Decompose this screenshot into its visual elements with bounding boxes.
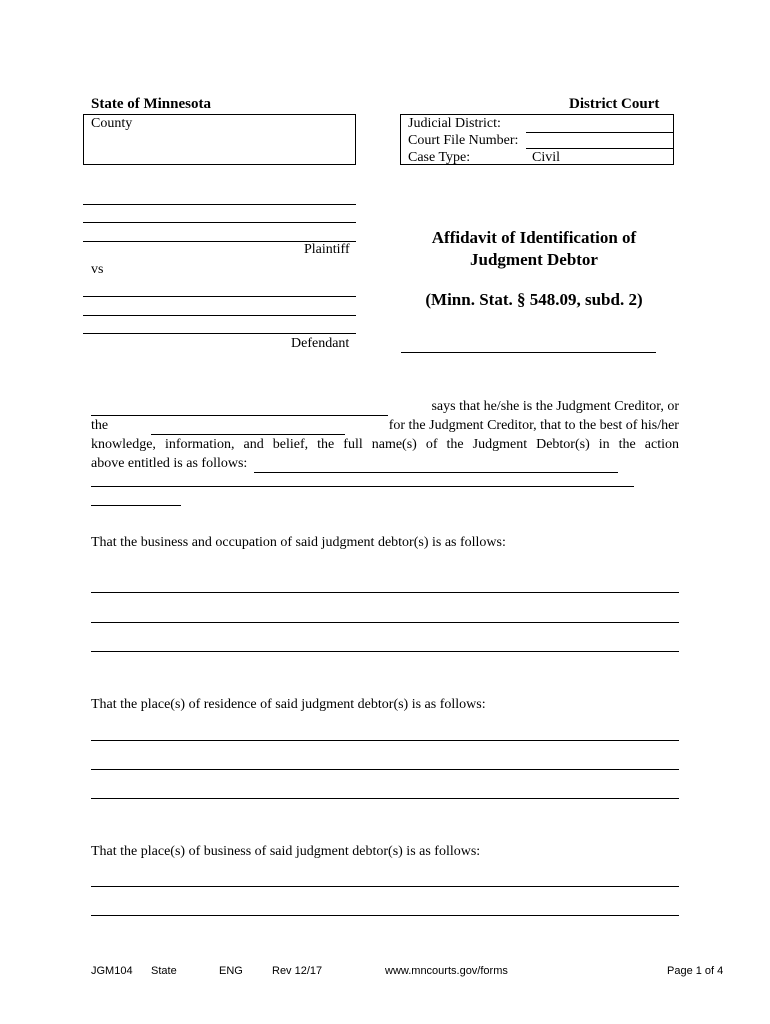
defendant-name-line[interactable]: [83, 333, 356, 334]
residence-line[interactable]: [91, 769, 679, 770]
affiant-text-3: knowledge, information, and belief, the full name(s) of the Judgment Debtor(s) in the action: [91, 437, 679, 452]
defendant-name-line[interactable]: [83, 315, 356, 316]
place-of-business-line[interactable]: [91, 915, 679, 916]
state-heading: State of Minnesota: [91, 96, 211, 112]
vs-label: vs: [91, 262, 104, 277]
debtor-name-line[interactable]: [91, 486, 634, 487]
court-file-number-label: Court File Number:: [408, 133, 519, 148]
county-label: County: [91, 116, 133, 131]
business-occupation-line[interactable]: [91, 651, 679, 652]
statute-citation: (Minn. Stat. § 548.09, subd. 2): [425, 290, 643, 309]
business-occupation-prompt: That the business and occupation of said judgment debtor(s) is as follows:: [91, 535, 506, 550]
plaintiff-name-line[interactable]: [83, 222, 356, 223]
residence-prompt: That the place(s) of residence of said judgment debtor(s) is as follows:: [91, 697, 486, 712]
affiant-name-field[interactable]: [91, 401, 388, 416]
title-line-2: Judgment Debtor: [470, 250, 598, 269]
case-type-label: Case Type:: [408, 150, 471, 165]
title-line-1: Affidavit of Identification of: [431, 228, 637, 247]
debtor-name-field[interactable]: [254, 458, 618, 473]
affiant-text-2: for the Judgment Creditor, that to the best of his/her: [388, 418, 679, 433]
place-of-business-line[interactable]: [91, 886, 679, 887]
footer-scope: State: [151, 965, 177, 977]
footer-revision: Rev 12/17: [272, 965, 323, 977]
residence-line[interactable]: [91, 740, 679, 741]
plaintiff-label: Plaintiff: [304, 242, 350, 257]
defendant-label: Defendant: [291, 336, 350, 351]
court-heading: District Court: [569, 96, 660, 112]
case-info-box: [400, 114, 674, 165]
county-box[interactable]: [83, 114, 356, 165]
defendant-name-line[interactable]: [83, 296, 356, 297]
case-type-value: Civil: [532, 150, 561, 165]
affiant-text-4: above entitled is as follows:: [91, 456, 248, 471]
court-file-number-field[interactable]: [526, 148, 674, 149]
affiant-text-the: the: [91, 418, 109, 433]
affiant-text-1: says that he/she is the Judgment Creditor, or: [431, 399, 679, 414]
judicial-district-label: Judicial District:: [408, 116, 501, 131]
title-underline[interactable]: [401, 352, 656, 353]
judicial-district-field[interactable]: [526, 132, 674, 133]
footer-url[interactable]: www.mncourts.gov/forms: [385, 965, 508, 977]
representative-field[interactable]: [151, 420, 345, 435]
residence-line[interactable]: [91, 798, 679, 799]
debtor-name-line-short[interactable]: [91, 505, 181, 506]
plaintiff-name-line[interactable]: [83, 204, 356, 205]
document-title: [400, 227, 668, 271]
footer-form-code: JGM104: [91, 965, 133, 977]
business-occupation-line[interactable]: [91, 622, 679, 623]
business-occupation-line[interactable]: [91, 592, 679, 593]
footer-language: ENG: [219, 965, 243, 977]
place-of-business-prompt: That the place(s) of business of said judgment debtor(s) is as follows:: [91, 844, 481, 859]
affiant-paragraph: [91, 397, 679, 473]
footer-page-number: Page 1 of 4: [667, 965, 724, 977]
